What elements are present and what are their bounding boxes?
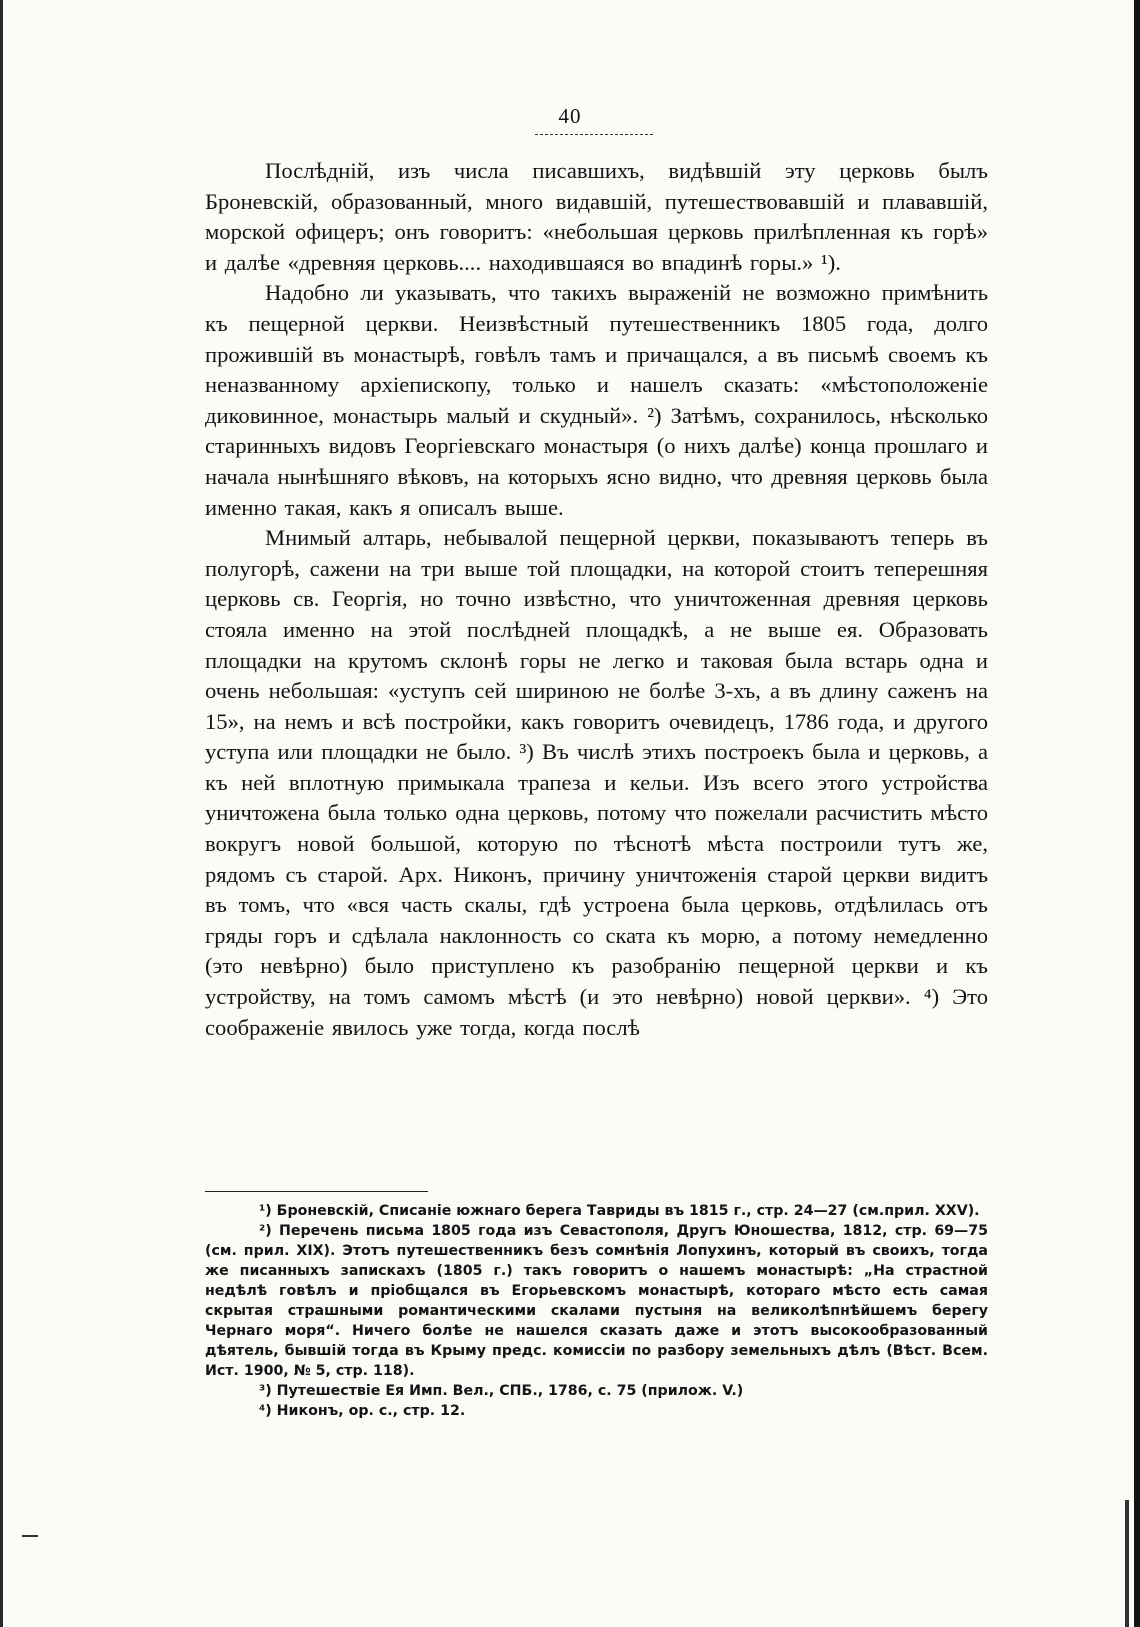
footnote: ⁴) Никонъ, ор. с., стр. 12. [259,1403,466,1419]
scan-left-edge [0,0,3,1627]
scan-right-edge [1134,0,1140,1627]
header-rule [535,134,653,135]
footnote: ²) Перечень письма 1805 года изъ Севастополя, Другъ Юношества, 1812, стр. 69—75 (см. прил. XIX). Этотъ путешественникъ безъ сомнѣнія Лопухинъ, который въ своихъ, тогда же писанныхъ запискахъ (1805 г.) такъ говоритъ о нашемъ монастырѣ: „На страстной недѣлѣ говѣлъ и пріобщался въ Егорьевскомъ монастырѣ, котораго мѣсто есть самая скрытая страшными романтическими скалами пустыня на великолѣпнѣйшемъ берегу Чернаго моря“. Ничего болѣе не нашелся сказать даже и этотъ высокообразованный дѣятель, бывшій тогда въ Крыму предс. комиссіи по разбору земельныхъ дѣлъ (Вѣст. Всем. Ист. 1900, № 5, стр. 118). [205,1223,988,1379]
page-number: 40 [558,104,582,128]
footnote: ¹) Броневскій, Списаніе южнаго берега Тавриды въ 1815 г., стр. 24—27 (см.прил. XXV). [259,1203,980,1219]
footnotes [205,1201,988,1421]
footnote: ³) Путешествіе Ея Имп. Вел., СПБ., 1786, с. 75 (прилож. V.) [259,1383,744,1399]
footnote-rule [205,1191,428,1192]
scan-right-edge-mark [1125,1500,1129,1627]
paragraph: Мнимый алтарь, небывалой пещерной церкви, показываютъ теперь въ полугорѣ, сажени на три выше той площадки, на которой стоитъ теперешняя церковь св. Георгія, но точно извѣстно, что уничтоженная древняя церковь стояла именно на этой послѣдней площадкѣ, а не выше ея. Образовать площадки на крутомъ склонѣ горы не легко и таковая была встарь одна и очень небольшая: «уступъ сей шириною не болѣе 3-хъ, а въ длину саженъ на 15», на немъ и всѣ постройки, какъ говоритъ очевидецъ, 1786 года, и другого уступа или площадки не было. ³) Въ числѣ этихъ построекъ была и церковь, а къ ней вплотную примыкала трапеза и кельи. Изъ всего этого устройства уничтожена была только одна церковь, потому что пожелали расчистить мѣсто вокругъ новой большой, которую по тѣснотѣ мѣста построили тутъ же, рядомъ съ старой. Арх. Никонъ, причину уничтоженія старой церкви видитъ въ томъ, что «вся часть скалы, гдѣ устроена была церковь, отдѣлилась отъ гряды горъ и сдѣлала наклонность со ската къ морю, а потому немедленно (это невѣрно) было приступлено къ разобранію пещерной церкви и къ устройству, на томъ самомъ мѣстѣ (и это невѣрно) новой церкви». ⁴) Это соображеніе явилось уже тогда, когда послѣ [205,525,988,1040]
paragraph: Надобно ли указывать, что такихъ выраженій не возможно примѣнить къ пещерной церкви. Неизвѣстный путешественникъ 1805 года, долго прожившій въ монастырѣ, говѣлъ тамъ и причащался, а въ письмѣ своемъ къ неназванному архіепископу, только и нашелъ сказать: «мѣстоположеніе диковинное, монастырь малый и скудный». ²) Затѣмъ, сохранилось, нѣсколько старинныхъ видовъ Георгіевскаго монастыря (о нихъ далѣе) конца прошлаго и начала нынѣшняго вѣковъ, на которыхъ ясно видно, что древняя церковь была именно такая, какъ я описалъ выше. [205,280,988,520]
body-text [205,156,988,1043]
paragraph: Послѣдній, изъ числа писавшихъ, видѣвшій эту церковь былъ Броневскій, образованный, много видавшій, путешествовавшій и плававшій, морской офицеръ; онъ говоритъ: «небольшая церковь прилѣпленная къ горѣ» и далѣе «древняя церковь.... находившаяся во впадинѣ горы.» ¹). [205,158,988,275]
margin-mark [22,1535,38,1537]
